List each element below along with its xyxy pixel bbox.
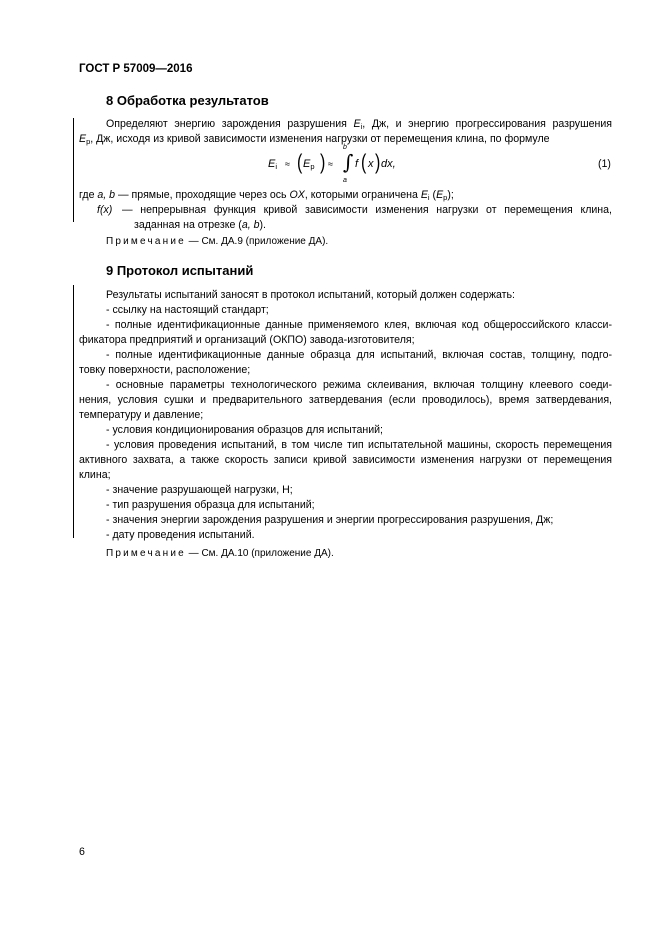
list-item: - основные параметры технологического режима склеивания, включая толщину клеевого соеди- <box>106 379 612 391</box>
list-item: температуру и давление; <box>79 409 204 421</box>
section-8-title: 8 Обработка результатов <box>106 93 269 108</box>
symbol-Ei: E <box>353 118 361 130</box>
formula-f: f <box>355 158 359 170</box>
where-clause-fx-text-2: заданная на отрезке (a, b). <box>134 219 266 231</box>
formula-upper-limit: b <box>343 144 347 151</box>
change-bar-section-9 <box>73 285 74 538</box>
list-item: активного захвата, а также скорость записи кривой зависимости изменения нагрузки от перемещения <box>79 454 612 466</box>
where-clause-fx-text-1: — непрерывная функция кривой зависимости изменения нагрузки от перемещения клина, <box>122 204 612 216</box>
formula-paren-close: ) <box>320 152 326 175</box>
page-number: 6 <box>79 846 85 858</box>
section-9-title: 9 Протокол испытаний <box>106 263 254 278</box>
symbol-Ep: E <box>79 133 87 145</box>
where-clause-a-b: где a, b — прямые, проходящие через ось OX, которыми ограничена $E_i$ $(E_p)$; <box>79 189 454 202</box>
note-text: — См. ДА.9 (приложение ДА). <box>185 236 329 247</box>
list-item: фикатора предприятий и организаций (ОКПО) завода-изготовителя; <box>79 334 415 346</box>
formula-paren-x-close: ) <box>375 152 381 175</box>
list-item: - ссылку на настоящий стандарт; <box>106 304 269 316</box>
formula-x: x <box>368 158 374 170</box>
list-item: - значение разрушающей нагрузки, Н; <box>106 484 293 496</box>
subscript-i: i <box>360 122 363 131</box>
formula-approx-1: ≈ <box>285 159 290 169</box>
formula-number: (1) <box>598 158 611 170</box>
formula-1 <box>268 146 468 188</box>
list-item: нения, условия сушки и предварительного затвердевания (если проводилось), время затвердевания, <box>79 394 612 406</box>
intro-text-c: , Дж, исходя из кривой зависимости изменения нагрузки от перемещения клина, по формуле <box>90 133 550 145</box>
formula-Ei: $E_i$ <box>268 158 278 171</box>
section-9-note <box>106 548 334 559</box>
section-8-note <box>106 236 328 247</box>
list-item: Результаты испытаний заносят в протокол испытаний, который должен содержать: <box>106 289 515 301</box>
document-header: ГОСТ Р 57009—2016 <box>79 63 193 75</box>
formula-lower-limit: a <box>343 177 347 184</box>
note-text: — См. ДА.10 (приложение ДА). <box>185 548 334 559</box>
note-label: Примечание <box>106 236 186 247</box>
list-item: клина; <box>79 469 111 481</box>
change-bar-section-8 <box>73 118 74 222</box>
section-8-intro-line-1 <box>106 117 612 132</box>
list-item: - тип разрушения образца для испытаний; <box>106 499 315 511</box>
list-item: - условия проведения испытаний, в том числе тип испытательной машины, скорость перемещения <box>106 439 612 451</box>
list-item: - значения энергии зарождения разрушения и энергии прогрессирования разрушения, Дж; <box>106 514 554 526</box>
list-item: товку поверхности, расположение; <box>79 364 251 376</box>
formula-paren-open: ( <box>297 152 303 175</box>
intro-text-a: Определяют энергию зарождения разрушения <box>106 118 354 130</box>
where-clause-fx-symbol: f(x) <box>97 204 113 216</box>
intro-text-b: , Дж, и энергию прогрессирования разрушения <box>362 118 613 130</box>
formula-paren-x-open: ( <box>361 152 367 175</box>
list-item: - полные идентификационные данные образца для испытаний, включая состав, толщину, подго- <box>106 349 612 361</box>
list-item: - условия кондиционирования образцов для испытаний; <box>106 424 383 436</box>
note-label: Примечание <box>106 548 186 559</box>
formula-dx: dx, <box>381 158 396 170</box>
subscript-p: p <box>86 137 91 146</box>
formula-approx-2: ≈ <box>328 159 333 169</box>
list-item: - дату проведения испытаний. <box>106 529 255 541</box>
list-item: - полные идентификационные данные применяемого клея, включая код общероссийского класси- <box>106 319 612 331</box>
formula-Ep: $E_p$ <box>303 158 315 171</box>
integral-sign-icon: ∫ <box>343 150 354 174</box>
